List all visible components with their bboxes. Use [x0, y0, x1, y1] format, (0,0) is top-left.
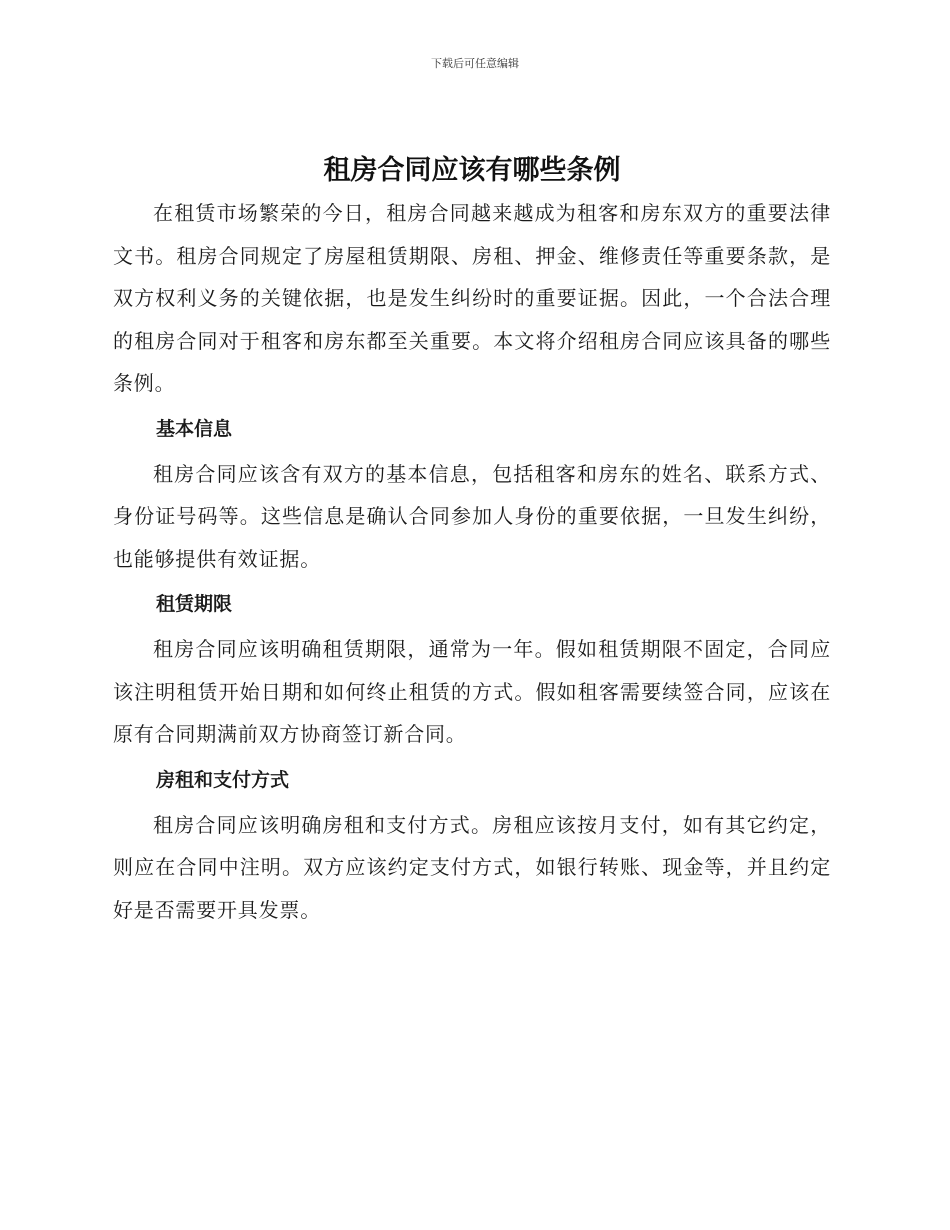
section-body-basic-info: 租房合同应该含有双方的基本信息，包括租客和房东的姓名、联系方式、身份证号码等。这些信息是确认合同参加人身份的重要依据，一旦发生纠纷，也能够提供有效证据。	[113, 461, 831, 571]
intro-paragraph: 在租赁市场繁荣的今日，租房合同越来越成为租客和房东双方的重要法律文书。租房合同规定了房屋租赁期限、房租、押金、维修责任等重要条款，是双方权利义务的关键依据，也是发生纠纷时的重要证据。因此，一个合法合理的租房合同对于租客和房东都至关重要。本文将介绍租房合同应该具备的哪些条例。	[113, 201, 831, 395]
section-heading-lease-term: 租赁期限	[156, 593, 233, 615]
document-title: 租房合同应该有哪些条例	[323, 155, 621, 186]
section-body-rent-payment: 租房合同应该明确房租和支付方式。房租应该按月支付，如有其它约定，则应在合同中注明。双方应该约定支付方式，如银行转账、现金等，并且约定好是否需要开具发票。	[113, 812, 831, 922]
section-heading-rent-payment: 房租和支付方式	[156, 768, 290, 791]
header-note: 下载后可任意编辑	[431, 57, 519, 70]
document-body	[113, 150, 831, 931]
section-body-lease-term: 租房合同应该明确租赁期限，通常为一年。假如租赁期限不固定，合同应该注明租赁开始日期和如何终止租赁的方式。假如租客需要续签合同，应该在原有合同期满前双方协商签订新合同。	[113, 637, 831, 746]
section-heading-basic-info: 基本信息	[156, 417, 233, 440]
